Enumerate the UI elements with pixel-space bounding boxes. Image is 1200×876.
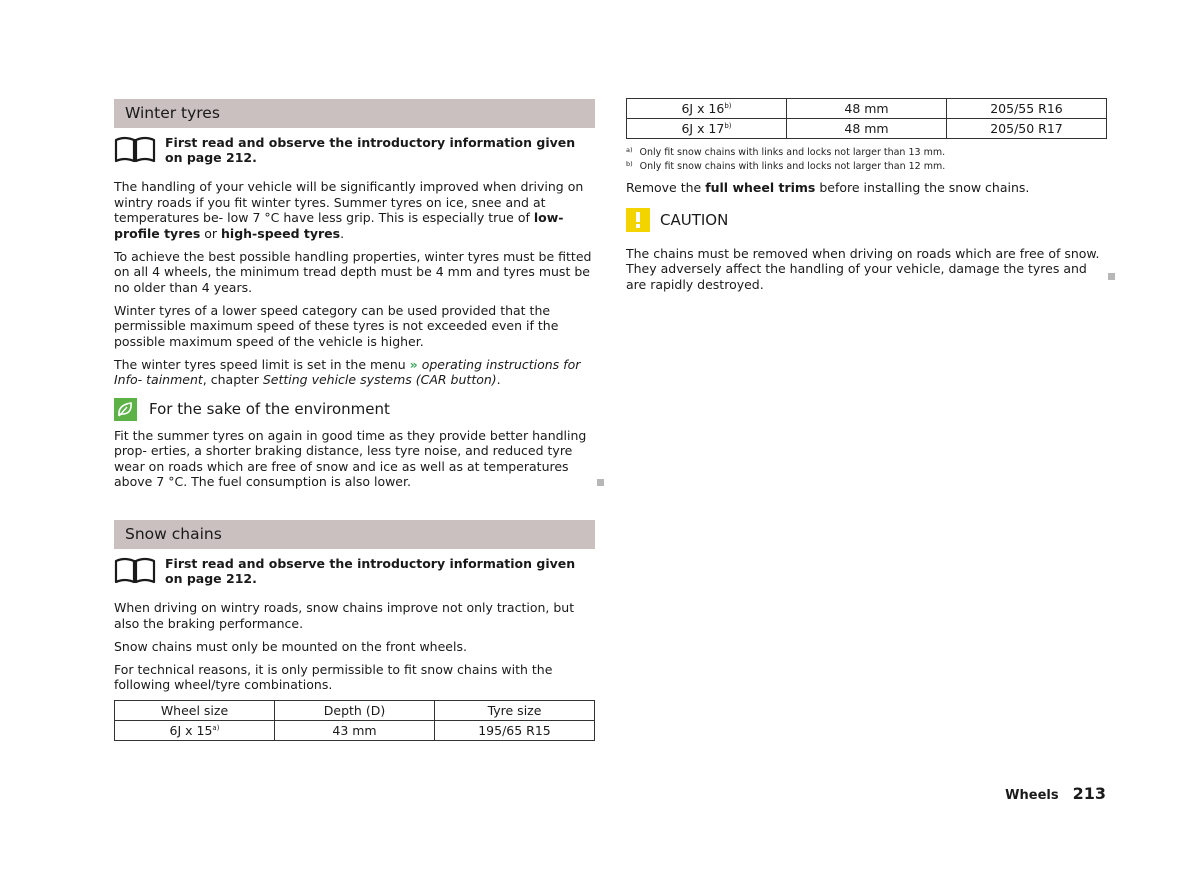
table-row: [115, 721, 595, 741]
footnote-mark: b): [724, 121, 732, 130]
environment-title: For the sake of the environment: [149, 399, 390, 418]
remove-trims-paragraph: [626, 180, 1107, 196]
section-heading-winter-tyres: Winter tyres: [114, 99, 595, 128]
intro-note: [114, 135, 595, 179]
table-cell: 48 mm: [787, 119, 947, 139]
warning-exclamation-icon: [626, 208, 650, 232]
table-cell: 195/65 R15: [435, 721, 595, 741]
intro-text: First read and observe the introductory information given on page 212.: [165, 135, 576, 165]
page-number: 213: [1072, 784, 1106, 803]
table-cell: [627, 119, 787, 139]
intro-note: [114, 556, 595, 600]
spacer: [626, 139, 1107, 146]
section-end-mark: [597, 479, 604, 486]
caution-text: The chains must be removed when driving on roads which are free of snow. They adversely affect the handling of your vehicle, damage the tyres and are rapidly destroyed.: [626, 245, 1100, 292]
intro-text: First read and observe the introductory information given on page 212.: [165, 556, 576, 586]
wheel-size: 6J x 16: [681, 100, 725, 116]
table-cell: 205/50 R17: [947, 119, 1107, 139]
text-run: .: [340, 225, 345, 241]
footnote-text: Only fit snow chains with links and locks not larger than 13 mm.: [639, 147, 946, 158]
reference-arrow-link[interactable]: »: [409, 356, 418, 372]
table-cell: 48 mm: [787, 99, 947, 119]
footnote-mark: a): [626, 146, 633, 154]
table-cell: [627, 99, 787, 119]
left-column: [114, 99, 595, 741]
snow-chain-table: [114, 700, 595, 741]
snow-paragraph-1: When driving on wintry roads, snow chains improve not only traction, but also the braking performance.: [114, 600, 575, 631]
table-header-row: [115, 701, 595, 721]
bold-term: high-speed tyres: [221, 225, 341, 241]
footnote-mark: b): [724, 101, 732, 110]
footnote-text: Only fit snow chains with links and locks not larger than 12 mm.: [639, 161, 946, 172]
footnote-mark: b): [626, 160, 633, 168]
footnote-mark: a): [212, 723, 220, 732]
environment-note-header: [114, 398, 595, 428]
section-end-mark: [1108, 273, 1115, 280]
text-run: The winter tyres speed limit is set in the menu: [114, 356, 410, 372]
caution-title: CAUTION: [660, 210, 729, 229]
snow-paragraph-2: Snow chains must only be mounted on the front wheels.: [114, 638, 467, 654]
column-header: Wheel size: [115, 701, 275, 721]
text-run: or: [200, 225, 222, 241]
italic-reference: Setting vehicle systems (CAR button): [262, 372, 497, 387]
environment-leaf-icon: [114, 398, 137, 421]
text-run: before installing the snow chains.: [815, 180, 1030, 195]
winter-paragraph-1: [114, 179, 595, 241]
book-icon: [114, 556, 156, 584]
italic-reference: operating instructions for Info- tainment: [114, 356, 581, 387]
footnote: [626, 146, 1107, 160]
table-row: [627, 99, 1107, 119]
wheel-size: 6J x 17: [681, 120, 725, 136]
caution-header: [626, 208, 1107, 236]
bold-term: low-profile tyres: [114, 210, 564, 241]
bold-term: full wheel trims: [705, 180, 816, 195]
footnote: [626, 160, 1107, 174]
text-run: The handling of your vehicle will be significantly improved when driving on wintry roads if you fit winter tyres. Summer tyres on ice, snee and at temperatures be- low 7 °C have less grip. This is especially true of: [114, 179, 584, 225]
right-column: [626, 98, 1107, 300]
column-header: Depth (D): [275, 701, 435, 721]
table-cell: 205/55 R16: [947, 99, 1107, 119]
page-footer: [1005, 786, 1106, 804]
column-header: Tyre size: [435, 701, 595, 721]
footer-section-name: Wheels: [1005, 788, 1059, 803]
section-heading-snow-chains: Snow chains: [114, 520, 595, 549]
winter-paragraph-4: [114, 357, 595, 388]
text-run: .: [496, 372, 501, 387]
table-row: [627, 119, 1107, 139]
text-run: Remove the: [626, 180, 706, 195]
winter-paragraph-2: To achieve the best possible handling properties, winter tyres must be fitted on all 4 wheels, the minimum tread depth must be 4 mm and tyres must be no older than 4 years.: [114, 248, 592, 295]
snow-paragraph-3: For technical reasons, it is only permissible to fit snow chains with the following wheel/tyre combinations.: [114, 661, 553, 692]
book-icon: [114, 135, 156, 163]
winter-paragraph-3: Winter tyres of a lower speed category can be used provided that the permissible maximum speed of these tyres is not exceeded even if the possible maximum speed of the vehicle is higher.: [114, 302, 559, 349]
spacer: [114, 497, 595, 520]
text-run: , chapter: [202, 372, 263, 387]
table-cell: 43 mm: [275, 721, 435, 741]
wheel-size: 6J x 15: [169, 722, 213, 738]
snow-chain-table-continued: [626, 98, 1107, 139]
table-cell: [115, 721, 275, 741]
environment-text: Fit the summer tyres on again in good time as they provide better handling prop- erties, a shorter braking distance, less tyre noise, and reduced tyre wear on roads which are free of snow and ice as well as at temperatures above 7 °C. The fuel consumption is also lower.: [114, 427, 587, 489]
